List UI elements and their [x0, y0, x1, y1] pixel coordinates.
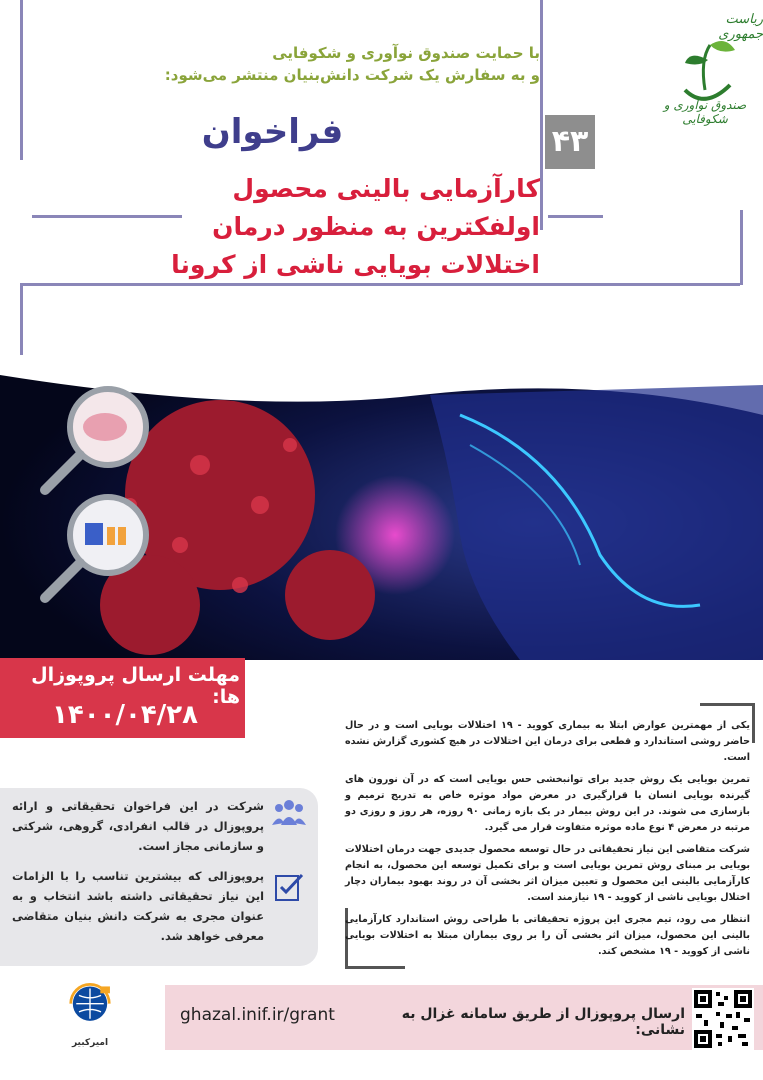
title-line-1: کارآزمایی بالینی محصول: [232, 174, 540, 203]
logo-top-text: ریاست جمهوری: [718, 12, 763, 42]
deadline-date: ۱۴۰۰/۰۴/۲۸: [52, 700, 198, 730]
title-line-3: اختلالات بویایی ناشی از کرونا: [171, 250, 540, 279]
deadline-label: مهلت ارسال پروپوزال ها:: [31, 664, 240, 708]
frame-bracket-top: [700, 703, 755, 706]
frame-right-short: [548, 215, 603, 218]
info-item-1: شرکت در این فراخوان تحقیقاتی و ارائه پروپوزال در قالب انفرادی، گروهی، شرکتی و سازمانی مجاز است.: [12, 799, 264, 853]
intro-line-2: و به سفارش یک شرکت دانش‌بنیان منتشر می‌شود:: [164, 66, 540, 84]
description: [345, 718, 750, 960]
info-item-2: پروپوزالی که بیشترین تناسب را با الزامات این نیاز تحقیقاتی داشته باشد انتخاب و به عنوان مجری به شرکت دانش بنیان متقاضی معرفی خواهد شد.: [12, 869, 264, 943]
logo-bottom-text: صندوق نوآوری و شکوفایی: [663, 98, 747, 126]
title-line-2: اولفکترین به منظور درمان: [212, 212, 540, 241]
description-p2: تمرین بویایی یک روش جدید برای توانبخشی حس بویایی است که در آن نورون های گیرنده بویایی انسان با قرارگیری در معرض مواد موثره خاص به تدریج ترمیم و بازسازی می شوند. در این روش بیمار در یک بازه زمانی ۹۰ روزه، هر روز و روزی دو مرتبه در معرض ۴ نوع ماده موثره متفاوت قرار می گیرد.: [345, 774, 750, 833]
frame-bracket-right: [752, 703, 755, 743]
description-p1: یکی از مهمترین عوارض ابتلا به بیماری کووید - ۱۹ اختلالات بویایی است و در حال حاضر روشی استاندارد و قطعی برای درمان این اختلالات در هیچ کشوری گزارش نشده است.: [345, 720, 750, 763]
description-p3: شرکت متقاضی این نیاز تحقیقاتی در حال توسعه محصول جدیدی جهت درمان اختلالات بویایی بر مبنای روش تمرین بویایی است و برای تکمیل توسعه این محصول، به انجام کارآزمایی بالینی این محصول و تعیین میزان اثر بخشی آن در روند بهبود بیماران دچار اختلال بویایی ناشی از کووید - ۱۹ نیازمند است.: [345, 844, 750, 903]
amirkabir-label: امیرکبیر: [71, 1038, 109, 1048]
grant-url-link[interactable]: ghazal.inif.ir/grant: [180, 1005, 335, 1025]
hero-image: [0, 355, 763, 660]
frame-mid-right: [740, 210, 743, 285]
frame-left-lower: [20, 283, 23, 363]
people-icon: [272, 797, 306, 827]
checklist-icon: [272, 872, 306, 904]
call-number-badge: ۴۳: [545, 115, 595, 169]
qr-code-icon: [692, 988, 754, 1050]
intro-line-1: با حمایت صندوق نوآوری و شکوفایی: [272, 44, 540, 62]
description-p4: انتظار می رود، تیم مجری این پروژه تحقیقاتی با طراحی روش استاندارد کارآزمایی بالینی این محصول، میزان اثر بخشی آن را بر روی بیماران مبتلا به اختلالات بویایی ناشی از کووید - ۱۹ مشخص کند.: [345, 914, 750, 957]
send-instruction: ارسال پروپوزال از طریق سامانه غزال به نشانی:: [401, 1006, 685, 1038]
frame-bracket-bottom: [345, 966, 405, 969]
amirkabir-logo: [40, 983, 140, 1038]
intro-text: [20, 42, 540, 86]
main-title: [40, 170, 540, 284]
call-title: فراخوان: [201, 112, 344, 152]
